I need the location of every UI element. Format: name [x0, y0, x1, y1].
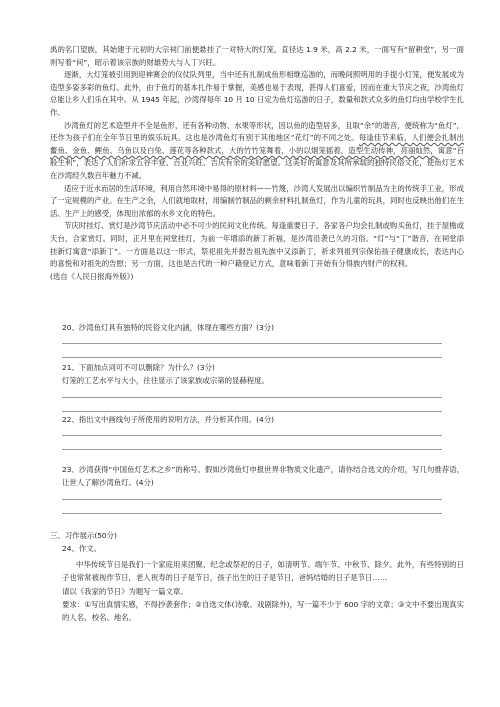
question-24-title: 24、作文。 — [62, 543, 101, 553]
answer-line — [62, 397, 442, 398]
question-20 — [0, 322, 500, 358]
section-3 — [0, 530, 500, 624]
question-23-text: 23、沙湾获得“中国鱼灯艺术之乡”的称号。假如沙湾鱼灯申报世界非物质文化遗产，请你结合选文的介绍，写几句推荐语，让世人了解沙湾鱼灯。(4分) — [62, 465, 464, 487]
passage-source: (选自《人民日报海外版》) — [50, 271, 134, 281]
paragraph-2-part-a: 沙湾鱼灯的艺术造型并不全是鱼形，还有各种动物、水果等形状，因以鱼的造型居多，且取“余”的谐音，便统称为“鱼灯”，还作为孩子们在全年节日里的娱乐玩具。这也是沙湾鱼灯有别于其他地区“花灯”的不同之处。 — [50, 120, 464, 143]
answer-line — [62, 411, 442, 412]
section-title: 三、习作展示(50分) — [50, 531, 117, 540]
passage-paragraph-3: 适应于近水而居的生活环境，利用自然环境中易得的原材料——竹篾，沙湾人发展出以编织竹制品为主的传统手工业，形成了一定规模的产业。在生产之余，人们就地取材，用编制竹制品的剩余材料扎制鱼灯，作为儿童的玩具，同时也反映出他们在生活、生产上的感受，体现出浓郁的水乡文化的特色。 — [50, 183, 464, 218]
paragraph-2-part-c: 寓意“百般生利”，表达了人们祈求五谷丰登、百业兴旺、吉庆有余的美好愿望。这美好的寓意及其所承载的独特民俗文化，使鱼灯艺术在沙湾经久数百年魅力不减。 — [50, 145, 464, 180]
question-21 — [0, 362, 500, 412]
essay-requirements: 要求：①写出真情实感，不得抄袭套作；②自选文体(诗歌、戏剧除外)，写一篇不少于 600 字的文章；③文中不要出现真实的人名、校名、地名。 — [62, 599, 464, 622]
question-23 — [0, 464, 500, 514]
passage-paragraph-1: 逐渐，大灯笼被引用到迎神赛会的仪仗队列里，当中还有扎制成鱼形相继巡游的，而晚间照明用的手提小灯笼，便发展成为造型多姿多彩的鱼灯。此外，由于鱼灯的基本扎作易于掌握，美感也易于表现，甚得人们喜爱，因而在重大节庆之夜，沙湾鱼灯总能让乡人们乐在其中。从 1945 年起，沙湾得每年 10 月 10 日定为鱼灯巡游的日子，数量和款式众多的鱼灯均由学校学生扎作。 — [50, 70, 464, 117]
question-22-text: 22、指出文中画线句子所使用的说明方法，并分析其作用。(4分) — [62, 415, 275, 424]
essay-intro: 中华传统节日是我们一个家庭用来团聚、纪念或祭祀的日子，如清明节、端午节、中秋节、除夕。此外，有些特别的日子也常常被视作节日，老人祝寿的日子是节日，孩子出生的日子是节日，爸妈结婚的日子是节日…… — [62, 560, 464, 582]
question-21-text: 21、下面加点词可不可以删除？为什么？(3分) — [62, 363, 215, 372]
passage-paragraph-0: 禹的名门望族，其始建于元初的大宗祠门前便悬挂了一对特大的灯笼，直径达 1.9 米，高 2.2 米，一面写有“留耕堂”，另一面则写着“何”，昭示着该宗族的财雄势大与人丁兴旺。 — [50, 45, 464, 67]
underlined-sentence: 每逢佳节来临，人们便会扎制出鳌鱼、金鱼、鲤鱼、乌鱼以及白兔、莲花等各种款式，大的竹竹笼舞着，小的以烟笼摇着，造型生动传神，亮丽灿然， — [50, 133, 464, 155]
answer-line — [62, 435, 442, 436]
question-20-text: 20、沙湾鱼灯具有独特的民俗文化内涵，体现在哪些方面？(3分) — [62, 323, 275, 332]
answer-line — [62, 357, 442, 358]
answer-line — [62, 513, 442, 514]
answer-line — [62, 449, 442, 450]
answer-line — [62, 343, 442, 344]
passage-paragraph-2 — [0, 120, 500, 183]
question-21-quote: 灯笼的工艺水平与大小，往往显示了该家族或宗第的显赫程度。 — [62, 375, 269, 385]
answer-line — [62, 499, 442, 500]
question-22 — [0, 414, 500, 450]
passage-body — [0, 44, 500, 283]
essay-prompt: 请以《我家的节日》为题写一篇文章。 — [62, 587, 188, 597]
passage-paragraph-4: 节庆时挂灯、赏灯是沙湾节庆活动中必不可少的民间文化传统。每逢重要日子，各家各户均会扎制或购买鱼灯，挂于屋檐或天台，合家赏灯。同时，正月里在祠堂挂灯，为前一年增添的新丁祈福，是沙湾沿袭已久的习俗。“灯”与“丁”谐音，在祠堂添挂新灯寓意“添新丁”。一方面是以这一形式，祭祀祖先并报告祖先族中又添新丁，祈求列祖列宗保佑孩子健康成长，表达内心的喜悦和对祖先的告慰；另一方面，这也是古代的一种户籍登记方式，意味着新丁开始有分得族内财产的权利。 — [50, 221, 464, 269]
